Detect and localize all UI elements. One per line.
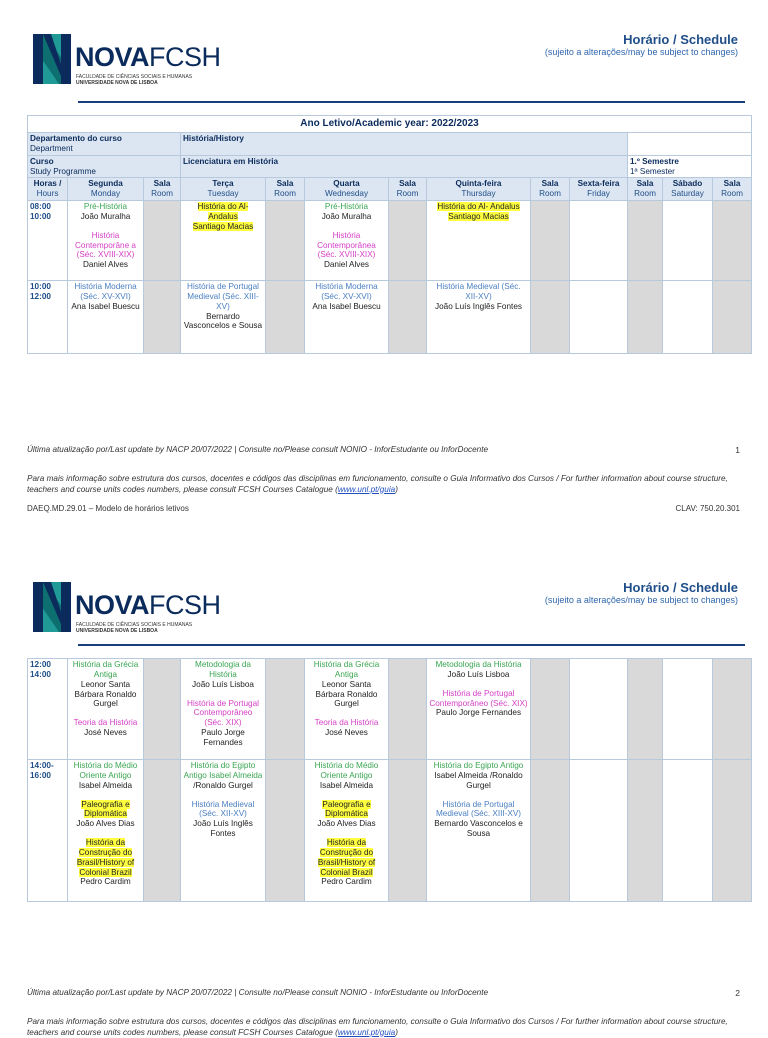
time-slot: 14:00- 16:00 — [28, 760, 68, 902]
teacher-name: Leonor Santa Bárbara Ronaldo Gurgel — [315, 679, 378, 709]
class-cell — [305, 760, 389, 902]
room-cell — [389, 760, 427, 902]
col-monday: Segunda Monday — [68, 178, 144, 201]
class-cell — [427, 760, 531, 902]
header-divider — [78, 101, 745, 103]
teacher-name: Bernardo Vasconcelos e Sousa — [434, 819, 523, 839]
teacher-name: Ana Isabel Buescu — [71, 301, 140, 311]
class-cell — [427, 201, 531, 281]
class-cell — [68, 201, 144, 281]
info-note: Para mais informação sobre estrutura dos cursos, docentes e códigos das disciplinas em funcionamento, consulte o Guia Informativo dos Cursos / For further information about course structure, teachers and course units codes numbers, please consult FCSH Courses Catalogue (www.unl.pt/guia) — [27, 1017, 728, 1037]
schedule-table — [27, 658, 752, 902]
schedule-title: Horário / Schedule — [623, 32, 738, 47]
course-value: Licenciatura em História — [181, 155, 628, 178]
col-room: Sala Room — [531, 178, 570, 201]
course-name: História do Médio Oriente Antigo — [314, 761, 379, 780]
teacher-name: José Neves — [325, 728, 368, 738]
day-header-row — [28, 178, 752, 201]
course-name: História de Portugal Contemporâneo (Séc. XIX) — [187, 698, 259, 728]
class-cell — [427, 659, 531, 760]
class-cell — [427, 281, 531, 354]
teacher-name: João Luís Lisboa — [447, 669, 510, 679]
course-name: História do Médio Oriente Antigo — [73, 761, 138, 780]
teacher-name: Pedro Cardim — [321, 877, 372, 887]
page-number: 1 — [735, 445, 740, 455]
teacher-name: Ana Isabel Buescu — [312, 301, 381, 311]
last-update-note: Última atualização por/Last update by NACP 20/07/2022 | Consulte no/Please consult NONIO - InforEstudante ou InforDocente — [27, 445, 489, 454]
novafcsh-logo — [33, 32, 233, 90]
time-slot: 10:00 12:00 — [28, 281, 68, 354]
logo-wordmark: NOVAFCSH — [75, 42, 221, 72]
teacher-name: João Luís Lisboa — [192, 679, 254, 689]
class-cell — [570, 760, 628, 902]
schedule-title: Horário / Schedule — [623, 580, 738, 595]
course-name: História do Al- Andalus — [437, 202, 520, 212]
academic-year-row — [28, 116, 752, 133]
table-row — [28, 659, 752, 760]
novafcsh-logo — [33, 580, 233, 638]
page-number: 2 — [735, 988, 740, 998]
course-name: História Moderna (Séc. XV-XVI) — [315, 282, 378, 301]
logo-subtitle: FACULDADE DE CIÊNCIAS SOCIAIS E HUMANAS UNIVERSIDADE NOVA DE LISBOA — [76, 74, 193, 86]
schedule-table — [27, 115, 752, 354]
table-row — [28, 281, 752, 354]
teacher-name: Isabel Almeida — [78, 780, 133, 790]
room-cell — [389, 201, 427, 281]
academic-year: Ano Letivo/Academic year: 2022/2023 — [28, 116, 752, 133]
logo-subtitle: FACULDADE DE CIÊNCIAS SOCIAIS E HUMANAS UNIVERSIDADE NOVA DE LISBOA — [76, 622, 193, 634]
course-name: Paleografia e Diplomática — [322, 799, 371, 819]
teacher-name: Daniel Alves — [82, 260, 129, 270]
course-name: Pré-História — [83, 202, 128, 212]
teacher-name: João Muralha — [321, 211, 372, 221]
department-row — [28, 133, 752, 156]
col-room: Sala Room — [389, 178, 427, 201]
department-value: História/History — [181, 133, 628, 156]
department-label: Departamento do curso Department — [28, 133, 181, 156]
course-name: História da Construção do Brasil/History of Colonial Brazil — [76, 838, 135, 877]
teacher-name: José Neves — [84, 728, 127, 738]
teacher-name: João Muralha — [80, 211, 131, 221]
col-tuesday: Terça Tuesday — [181, 178, 266, 201]
class-cell — [663, 659, 713, 760]
room-cell — [713, 659, 752, 760]
course-name: Metodologia da História — [435, 660, 522, 669]
teacher-name: Isabel Almeida — [319, 780, 374, 790]
table-row — [28, 201, 752, 281]
room-cell — [713, 201, 752, 281]
course-label: Curso Study Programme — [28, 155, 181, 178]
course-name: História Medieval (Séc. XII-XV) — [436, 282, 521, 301]
document-page-2 — [0, 548, 768, 1037]
class-cell — [570, 659, 628, 760]
teacher-name: João Alves Dias — [76, 819, 135, 829]
class-cell — [305, 281, 389, 354]
course-name: História Contemporânea (Séc. XVIII-XIX) — [317, 230, 376, 260]
teacher-name: /Ronaldo Gurgel — [193, 780, 253, 790]
col-hours: Horas / Hours — [28, 178, 68, 201]
class-cell — [305, 201, 389, 281]
course-name: História da Grécia Antiga — [313, 660, 380, 679]
guide-link[interactable]: www.unl.pt/guia — [337, 1027, 396, 1037]
teacher-name: João Alves Dias — [317, 819, 376, 829]
col-saturday: Sábado Saturday — [663, 178, 713, 201]
class-cell — [181, 201, 266, 281]
last-update-note: Última atualização por/Last update by NACP 20/07/2022 | Consulte no/Please consult NONIO - InforEstudante ou InforDocente — [27, 988, 489, 997]
n-logo-icon — [33, 582, 71, 632]
room-cell — [266, 760, 305, 902]
class-cell — [663, 281, 713, 354]
room-cell — [266, 659, 305, 760]
teacher-name: João Luís Inglês Fontes — [193, 819, 253, 839]
room-cell — [389, 659, 427, 760]
room-cell — [713, 760, 752, 902]
course-name: História da Construção do Brasil/History of Colonial Brazil — [317, 838, 376, 877]
course-name: História do Al-Andalus — [197, 202, 249, 221]
teacher-name: Paulo Jorge Fernandes — [201, 728, 245, 747]
class-cell — [68, 659, 144, 760]
course-name: História Contemporâne a (Séc. XVIII-XIX) — [75, 230, 136, 260]
teacher-name: Daniel Alves — [323, 260, 370, 270]
course-name: História do Egipto Antigo Isabel Almeida — [183, 761, 263, 780]
course-name: Teoria da História — [314, 718, 379, 728]
col-thursday: Quinta-feira Thursday — [427, 178, 531, 201]
semester: 1.º Semestre 1ª Semester — [628, 155, 752, 178]
class-cell — [663, 760, 713, 902]
course-name: Teoria da História — [73, 718, 138, 728]
course-name: Pré-História — [324, 202, 369, 212]
course-name: História do Egipto Antigo — [433, 761, 524, 770]
time-slot: 08:00 10:00 — [28, 201, 68, 281]
teacher-name: Santiago Macias — [448, 211, 509, 221]
table-row — [28, 760, 752, 902]
class-cell — [570, 281, 628, 354]
col-wednesday: Quarta Wednesday — [305, 178, 389, 201]
room-cell — [531, 760, 570, 902]
header-divider — [78, 644, 745, 646]
info-note: Para mais informação sobre estrutura dos cursos, docentes e códigos das disciplinas em funcionamento, consulte o Guia Informativo dos Cursos / For further information about course structure, teachers and course units codes numbers, please consult FCSH Courses Catalogue (www.unl.pt/guia) — [27, 474, 728, 494]
room-cell — [531, 659, 570, 760]
room-cell — [628, 760, 663, 902]
teacher-name: Pedro Cardim — [80, 877, 131, 887]
class-cell — [68, 281, 144, 354]
room-cell — [144, 281, 181, 354]
class-cell — [305, 659, 389, 760]
course-name: História da Grécia Antiga — [72, 660, 139, 679]
teacher-name: Paulo Jorge Fernandes — [435, 708, 522, 718]
teacher-name: Bernardo Vasconcelos e Sousa — [183, 311, 263, 331]
class-cell — [570, 201, 628, 281]
schedule-subtitle: (sujeito a alterações/may be subject to changes) — [544, 595, 738, 605]
class-cell — [181, 760, 266, 902]
course-name: Metodologia da História — [195, 660, 251, 679]
course-name: Paleografia e Diplomática — [81, 799, 130, 819]
schedule-subtitle: (sujeito a alterações/may be subject to changes) — [544, 47, 738, 57]
teacher-name: Santiago Macias — [192, 221, 254, 231]
n-logo-icon — [33, 34, 71, 84]
time-slot: 12:00 14:00 — [28, 659, 68, 760]
room-cell — [531, 281, 570, 354]
class-cell — [68, 760, 144, 902]
room-cell — [389, 281, 427, 354]
class-cell — [181, 281, 266, 354]
room-cell — [266, 201, 305, 281]
document-code: DAEQ.MD.29.01 – Modelo de horários letivos — [27, 504, 189, 513]
room-cell — [266, 281, 305, 354]
course-name: História Moderna (Séc. XV-XVI) — [74, 282, 137, 301]
course-name: História Medieval (Séc. XII-XV) — [191, 799, 255, 819]
teacher-name: Isabel Almeida /Ronaldo Gurgel — [434, 770, 523, 790]
logo-wordmark: NOVAFCSH — [75, 590, 221, 620]
clav-code: CLAV: 750.20.301 — [675, 504, 740, 513]
col-room: Sala Room — [628, 178, 663, 201]
course-name: História de Portugal Medieval (Séc. XIII-XV) — [187, 282, 259, 311]
room-cell — [144, 659, 181, 760]
room-cell — [628, 201, 663, 281]
col-room: Sala Room — [144, 178, 181, 201]
col-room: Sala Room — [266, 178, 305, 201]
teacher-name: Leonor Santa Bárbara Ronaldo Gurgel — [74, 679, 137, 709]
room-cell — [713, 281, 752, 354]
course-row — [28, 155, 752, 178]
class-cell — [663, 201, 713, 281]
room-cell — [144, 760, 181, 902]
teacher-name: João Luís Inglês Fontes — [435, 301, 522, 311]
room-cell — [531, 201, 570, 281]
room-cell — [628, 659, 663, 760]
room-cell — [628, 281, 663, 354]
col-friday: Sexta-feira Friday — [570, 178, 628, 201]
class-cell — [181, 659, 266, 760]
col-room: Sala Room — [713, 178, 752, 201]
course-name: História de Portugal Contemporâneo (Séc. XIX) — [429, 688, 528, 708]
guide-link[interactable]: www.unl.pt/guia — [337, 484, 396, 494]
room-cell — [144, 201, 181, 281]
course-name: História de Portugal Medieval (Séc. XIII-XV) — [435, 799, 522, 819]
